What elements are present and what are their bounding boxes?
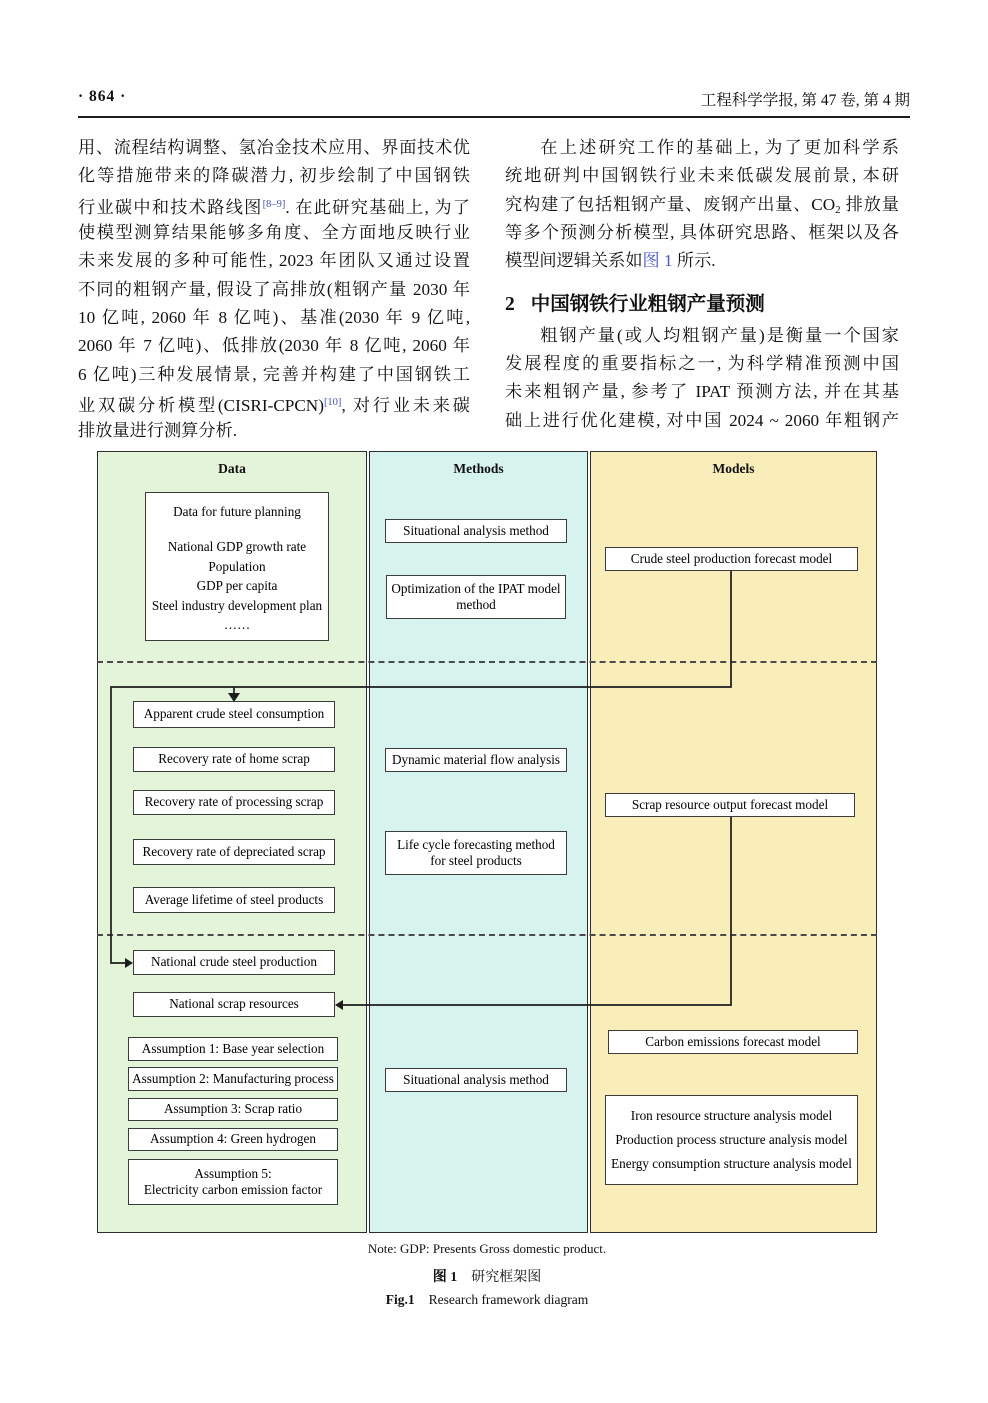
- text-segment: 业双碳分析模型(CISRI-CPCN): [78, 396, 324, 416]
- box-label: method: [456, 597, 496, 612]
- box-assumption-3: Assumption 3: Scrap ratio: [128, 1098, 338, 1121]
- box-label: Life cycle forecasting method: [397, 836, 555, 852]
- text-line: 用、流程结构调整、氢冶金技术应用、界面技术优: [78, 138, 470, 157]
- text-line: 2060 年 7 亿吨)、低排放(2030 年 8 亿吨, 2060 年: [78, 336, 470, 356]
- box-national-production: National crude steel production: [133, 950, 335, 975]
- box-dynamic-material-flow: Dynamic material flow analysis: [385, 748, 567, 772]
- text-segment: . 在此研究基础上, 为了: [285, 197, 470, 217]
- box-assumption-1: Assumption 1: Base year selection: [128, 1037, 338, 1061]
- text-segment: 所示.: [672, 251, 716, 271]
- text-segment: 究构建了包括粗钢产量、废钢产出量、CO: [505, 194, 836, 214]
- text-line: 统地研判中国钢铁行业未来低碳发展前景, 本研: [505, 166, 899, 186]
- text-line: 发展程度的重要指标之一, 为科学精准预测中国: [505, 354, 899, 374]
- box-assumption-2: Assumption 2: Manufacturing process: [128, 1067, 338, 1091]
- text-line: 6 亿吨)三种发展情景, 完善并构建了中国钢铁工: [78, 364, 470, 384]
- text-line: 化等措施带来的降碳潜力, 初步绘制了中国钢铁: [78, 166, 470, 186]
- subscript: 2: [835, 203, 841, 216]
- box-label: Iron resource structure analysis model: [630, 1108, 833, 1123]
- box-apparent-consumption: Apparent crude steel consumption: [133, 701, 335, 728]
- figure-reference-link[interactable]: 图 1: [642, 251, 673, 271]
- section-number: 2: [505, 293, 515, 315]
- section-divider-dashed: [97, 661, 877, 663]
- box-scrap-output-model: Scrap resource output forecast model: [605, 793, 855, 817]
- methods-panel-header: Methods: [453, 461, 504, 476]
- figure-caption-en: [97, 1292, 877, 1308]
- box-label: Population: [208, 558, 266, 574]
- box-depreciated-scrap: Recovery rate of depreciated scrap: [133, 839, 335, 865]
- figure-caption-zh-label: 图 1: [432, 1270, 458, 1285]
- page-number: · 864 ·: [78, 88, 127, 105]
- section-title: 中国钢铁行业粗钢产量预测: [530, 293, 765, 315]
- right-column: [505, 134, 899, 435]
- box-label: Optimization of the IPAT model: [391, 580, 561, 596]
- data-panel-header: Data: [218, 461, 246, 476]
- text-line: 础上进行优化建模, 对中国 2024 ~ 2060 年粗钢产: [505, 410, 899, 430]
- box-crude-steel-model: Crude steel production forecast model: [605, 547, 858, 571]
- box-processing-scrap: Recovery rate of processing scrap: [133, 790, 335, 815]
- text-line: 等多个预测分析模型, 具体研究思路、框架以及各: [505, 223, 899, 243]
- text-line: 未来发展的多种可能性, 2023 年团队又通过设置: [78, 251, 470, 271]
- box-home-scrap: Recovery rate of home scrap: [133, 747, 335, 772]
- text-line: [78, 389, 470, 417]
- section-heading: [505, 276, 899, 322]
- journal-info: 工程科学学报, 第 47 卷, 第 4 期: [700, 92, 910, 109]
- research-framework-figure: [97, 451, 877, 1233]
- text-line: [505, 191, 899, 219]
- box-label: Steel industry development plan: [151, 597, 323, 613]
- box-label: ……: [223, 617, 251, 633]
- box-label: for steel products: [430, 853, 522, 868]
- figure-caption-zh: [97, 1266, 877, 1286]
- box-label: Data for future planning: [173, 504, 301, 519]
- models-panel-header: Models: [712, 461, 755, 476]
- text-line: [505, 247, 899, 275]
- section-divider-dashed: [97, 934, 877, 936]
- text-line: 排放量进行测算分析.: [78, 421, 237, 441]
- box-label: Energy consumption structure analysis model: [611, 1156, 852, 1171]
- text-line: 在上述研究工作的基础上, 为了更加科学系: [540, 138, 899, 157]
- citation-link[interactable]: [10]: [323, 397, 342, 409]
- box-situational-method-1: Situational analysis method: [385, 519, 567, 543]
- text-line: 使模型测算结果能够多角度、全方面地反映行业: [78, 223, 470, 243]
- box-ipat-optimization: [386, 575, 566, 619]
- box-assumption-5: [128, 1159, 338, 1205]
- box-national-scrap-resources: National scrap resources: [133, 992, 335, 1017]
- box-label: Production process structure analysis model: [615, 1132, 848, 1147]
- citation-link[interactable]: [8–9]: [262, 198, 286, 210]
- box-average-lifetime: Average lifetime of steel products: [133, 887, 335, 913]
- box-label: GDP per capita: [196, 578, 278, 594]
- figure-note: Note: GDP: Presents Gross domestic product.: [367, 1241, 607, 1256]
- header-rule: [78, 116, 910, 118]
- text-line: 10 亿吨, 2060 年 8 亿吨)、基准(2030 年 9 亿吨,: [78, 308, 470, 328]
- box-carbon-emissions-model: Carbon emissions forecast model: [608, 1030, 858, 1054]
- text-line: 不同的粗钢产量, 假设了高排放(粗钢产量 2030 年: [78, 279, 470, 299]
- box-situational-method-2: Situational analysis method: [385, 1068, 567, 1092]
- text-segment: 模型间逻辑关系如: [505, 251, 643, 271]
- figure-caption-en-label: Fig.1: [385, 1292, 415, 1307]
- text-line: 粗钢产量(或人均粗钢产量)是衡量一个国家: [540, 325, 899, 345]
- text-segment: , 对行业未来碳: [341, 396, 470, 416]
- left-column: [78, 134, 470, 446]
- figure-caption-zh-title: 研究框架图: [471, 1270, 542, 1285]
- figure-caption-en-title: Research framework diagram: [428, 1292, 589, 1307]
- box-life-cycle-method: [385, 831, 567, 875]
- box-structure-analysis-models: [605, 1095, 858, 1185]
- box-assumption-4: Assumption 4: Green hydrogen: [128, 1128, 338, 1151]
- box-label: Assumption 5:: [194, 1165, 272, 1181]
- text-line: [78, 191, 470, 219]
- box-label: Electricity carbon emission factor: [143, 1182, 323, 1197]
- box-future-planning-data: [145, 492, 329, 641]
- text-segment: 行业碳中和技术路线图: [78, 197, 263, 217]
- text-segment: 排放量: [840, 194, 899, 214]
- text-line: 未来粗钢产量, 参考了 IPAT 预测方法, 并在其基: [505, 382, 899, 402]
- box-label: National GDP growth rate: [167, 539, 307, 555]
